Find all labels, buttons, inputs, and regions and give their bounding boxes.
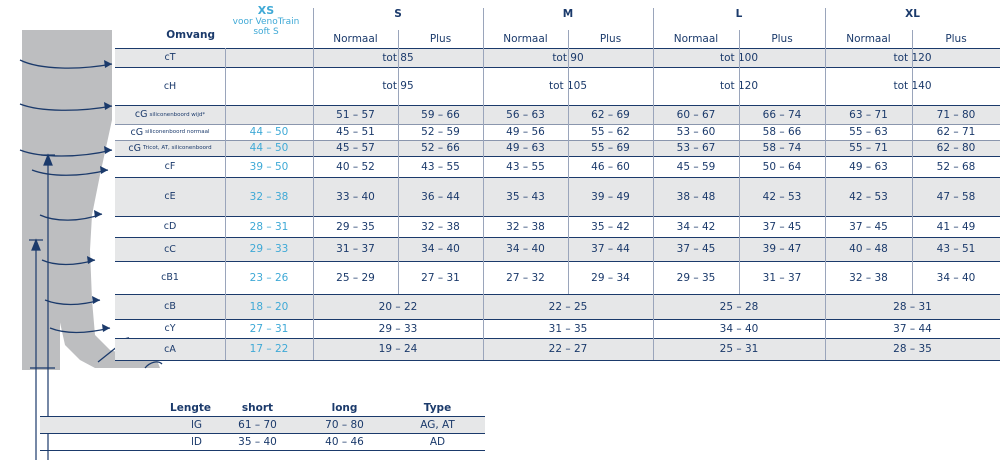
size-row-cf: [115, 156, 1000, 177]
row-label: [115, 156, 225, 177]
size-value: 37 – 45: [676, 243, 716, 255]
size-value: 62 – 80: [936, 142, 976, 154]
sub-header-normaal: Normaal: [846, 33, 891, 45]
size-value: 51 – 57: [336, 108, 375, 121]
row-label-text: cB: [164, 301, 176, 312]
column-divider: [653, 8, 654, 360]
size-row-cg: [115, 140, 1000, 156]
row-divider: [115, 338, 1000, 339]
xs-value: 44 – 50: [249, 142, 289, 154]
size-value: 39 – 47: [762, 243, 802, 255]
row-divider: [115, 140, 1000, 141]
size-value: 55 – 69: [591, 142, 630, 154]
xs-value: [225, 67, 313, 105]
size-value-merged: tot 120: [719, 80, 759, 92]
xs-header-sub1: voor VenoTrain: [232, 17, 300, 27]
short-header: short: [241, 402, 274, 414]
size-value: 34 – 40: [506, 243, 545, 255]
size-row-cg: [115, 124, 1000, 140]
size-value: 62 – 69: [591, 108, 630, 121]
size-value: 35 – 42: [591, 220, 630, 233]
size-value: 40 – 48: [849, 243, 888, 255]
size-value: 34 – 40: [936, 271, 976, 284]
length-divider: [40, 416, 485, 417]
size-value: 35 – 43: [506, 190, 545, 203]
length-table-header: [40, 400, 485, 416]
length-row-label: lG: [190, 418, 202, 431]
row-label-text: cF: [164, 161, 176, 172]
size-value-merged: tot 120: [893, 51, 932, 64]
size-value: 34 – 42: [676, 220, 716, 233]
sub-column-divider: [912, 30, 913, 294]
xs-value: [225, 48, 313, 67]
row-label: [115, 48, 225, 67]
column-divider: [313, 8, 314, 360]
row-label-text: cG: [134, 109, 148, 120]
length-row-lg: [40, 416, 485, 433]
sub-header-normaal: Normaal: [673, 33, 719, 45]
size-value: 47 – 58: [936, 190, 976, 203]
length-row-ld: [40, 433, 485, 450]
row-label: [115, 177, 225, 216]
sub-header-plus: Plus: [599, 33, 622, 45]
size-value: 39 – 49: [591, 190, 630, 203]
size-value: 31 – 37: [336, 243, 375, 255]
size-value: 43 – 55: [421, 160, 460, 173]
sub-header-plus: Plus: [945, 33, 967, 45]
size-row-ce: [115, 177, 1000, 216]
xs-value: 18 – 20: [249, 300, 289, 313]
size-header-l: L: [735, 8, 743, 20]
size-row-cb: [115, 294, 1000, 319]
row-divider: [115, 177, 1000, 178]
size-value-merged: 22 – 27: [548, 343, 588, 355]
size-value-merged: 28 – 31: [893, 300, 932, 313]
size-value: 37 – 45: [849, 220, 888, 233]
row-divider: [115, 319, 1000, 320]
size-value: 32 – 38: [849, 271, 888, 284]
size-value: 25 – 29: [336, 271, 375, 284]
size-value: 50 – 64: [762, 160, 802, 173]
row-label: [115, 216, 225, 237]
row-label: [115, 261, 225, 294]
size-row-cg: [115, 105, 1000, 124]
size-value-merged: tot 105: [548, 80, 588, 92]
row-divider: [115, 67, 1000, 68]
length-type-value: AD: [429, 435, 446, 448]
long-header: long: [331, 402, 358, 414]
row-label-text: cT: [164, 52, 176, 63]
xs-value: 23 – 26: [249, 271, 289, 284]
xs-header-sub2: soft S: [253, 27, 279, 37]
length-long-value: 40 – 46: [325, 435, 364, 448]
sub-column-divider: [568, 30, 569, 294]
size-value: 45 – 59: [676, 160, 716, 173]
size-value-merged: 19 – 24: [378, 343, 418, 355]
size-value: 29 – 34: [591, 271, 630, 284]
omvang-header: Omvang: [166, 29, 215, 41]
size-value: 29 – 35: [676, 271, 716, 284]
size-value-merged: tot 100: [719, 51, 759, 64]
row-divider: [115, 360, 1000, 361]
row-label-text: cG: [130, 126, 144, 138]
size-value: 60 – 67: [676, 108, 716, 121]
size-value-merged: 37 – 44: [893, 322, 932, 335]
xs-value: 29 – 33: [249, 243, 289, 255]
size-value: 29 – 35: [336, 220, 375, 233]
size-value: 63 – 71: [849, 108, 888, 121]
size-value-merged: 28 – 35: [893, 343, 932, 355]
sub-column-divider: [398, 30, 399, 294]
size-value-merged: 31 – 35: [548, 322, 588, 335]
size-value: 46 – 60: [591, 160, 630, 173]
sub-column-divider: [739, 30, 740, 294]
size-value: 45 – 51: [336, 126, 375, 138]
length-table: [40, 400, 485, 450]
length-divider: [40, 433, 485, 434]
size-value: 62 – 71: [936, 126, 976, 138]
length-long-value: 70 – 80: [325, 418, 364, 431]
size-row-cc: [115, 237, 1000, 261]
size-value: 36 – 44: [421, 190, 460, 203]
size-row-cb1: [115, 261, 1000, 294]
sub-header-normaal: Normaal: [333, 33, 378, 45]
type-header: Type: [423, 402, 452, 414]
row-label: [115, 237, 225, 261]
xs-value: [225, 105, 313, 124]
row-label: [115, 319, 225, 338]
xs-value: 44 – 50: [249, 126, 289, 138]
size-value: 53 – 67: [676, 142, 716, 154]
row-label: [115, 105, 225, 124]
size-value: 38 – 48: [676, 190, 716, 203]
length-divider: [40, 450, 485, 451]
size-value-merged: tot 95: [382, 80, 414, 92]
size-value: 52 – 59: [421, 126, 460, 138]
size-value: 27 – 31: [421, 271, 460, 284]
size-value: 32 – 38: [421, 220, 460, 233]
size-header-s: S: [394, 8, 402, 20]
row-label-text: cY: [164, 323, 176, 334]
size-value: 31 – 37: [762, 271, 802, 284]
size-table: [115, 0, 1000, 360]
size-value: 56 – 63: [506, 108, 545, 121]
row-label-text: cD: [163, 221, 177, 232]
sub-header-normaal: Normaal: [503, 33, 548, 45]
row-label: [115, 338, 225, 360]
size-value-merged: 25 – 31: [719, 343, 759, 355]
row-label-suffix: siliconenboord wijd*: [149, 111, 206, 118]
length-row-label: lD: [190, 435, 202, 448]
size-value: 37 – 44: [591, 243, 630, 255]
length-type-value: AG, AT: [420, 418, 455, 431]
row-label: [115, 140, 225, 156]
row-label-suffix: siliconenboord normaal: [145, 129, 210, 135]
size-value: 58 – 66: [762, 126, 802, 138]
size-value: 43 – 55: [506, 160, 545, 173]
size-value: 55 – 62: [591, 126, 630, 138]
size-value-merged: 34 – 40: [719, 322, 759, 335]
size-value: 53 – 60: [676, 126, 716, 138]
size-value: 41 – 49: [936, 220, 976, 233]
size-value-merged: 29 – 33: [378, 322, 418, 335]
xs-value: 28 – 31: [249, 220, 289, 233]
length-short-value: 35 – 40: [238, 435, 277, 448]
size-value: 49 – 56: [506, 126, 545, 138]
row-label-text: cB1: [161, 272, 179, 283]
size-value: 58 – 74: [762, 142, 802, 154]
row-label-text: cA: [164, 343, 176, 355]
size-value: 55 – 63: [849, 126, 888, 138]
xs-value: 39 – 50: [249, 160, 289, 173]
row-divider: [115, 48, 1000, 49]
size-row-ca: [115, 338, 1000, 360]
row-divider: [115, 156, 1000, 157]
sub-header-plus: Plus: [429, 33, 452, 45]
length-header: Lengte: [170, 402, 211, 414]
size-value: 40 – 52: [336, 160, 375, 173]
size-value: 42 – 53: [762, 190, 802, 203]
row-label-suffix: Tricot, AT, siliconenboord: [142, 145, 212, 151]
row-divider: [115, 124, 1000, 125]
column-divider: [825, 8, 826, 360]
row-label: [115, 67, 225, 105]
column-divider: [483, 8, 484, 360]
size-value: 37 – 45: [762, 220, 802, 233]
size-value: 32 – 38: [506, 220, 545, 233]
xs-value: 17 – 22: [249, 343, 289, 355]
xs-value: 27 – 31: [249, 322, 289, 335]
row-divider: [115, 237, 1000, 238]
row-label: [115, 294, 225, 319]
row-label-text: cE: [164, 191, 176, 202]
size-value: 45 – 57: [336, 142, 375, 154]
size-value: 55 – 71: [849, 142, 888, 154]
sub-header-plus: Plus: [771, 33, 793, 45]
size-value: 42 – 53: [849, 190, 888, 203]
size-table-header: [115, 0, 1000, 48]
size-row-ct: [115, 48, 1000, 67]
row-label: [115, 124, 225, 140]
size-value-merged: tot 85: [382, 51, 414, 64]
size-value-merged: tot 140: [893, 80, 932, 92]
size-row-cd: [115, 216, 1000, 237]
size-value-merged: 22 – 25: [548, 300, 588, 313]
row-label-text: cC: [164, 243, 176, 255]
size-value: 27 – 32: [506, 271, 545, 284]
column-divider: [225, 48, 226, 360]
size-value: 71 – 80: [936, 108, 976, 121]
size-value-merged: 25 – 28: [719, 300, 759, 313]
row-divider: [115, 216, 1000, 217]
size-value: 49 – 63: [849, 160, 888, 173]
size-value: 43 – 51: [936, 243, 976, 255]
row-divider: [115, 261, 1000, 262]
xs-header: [225, 0, 307, 48]
size-value: 66 – 74: [762, 108, 802, 121]
size-row-ch: [115, 67, 1000, 105]
size-value: 52 – 68: [936, 160, 976, 173]
row-divider: [115, 294, 1000, 295]
size-value: 33 – 40: [336, 190, 375, 203]
row-label-text: cG: [128, 142, 141, 154]
size-value-merged: 20 – 22: [378, 300, 418, 313]
xs-value: 32 – 38: [249, 190, 289, 203]
xs-header-label: XS: [257, 4, 275, 17]
size-header-m: M: [562, 8, 574, 20]
row-label-text: cH: [163, 80, 177, 92]
size-value: 52 – 66: [421, 142, 460, 154]
row-divider: [115, 105, 1000, 106]
size-value: 49 – 63: [506, 142, 545, 154]
size-value-merged: tot 90: [552, 51, 584, 64]
size-value: 34 – 40: [421, 243, 460, 255]
size-header-xl: XL: [905, 8, 920, 20]
length-short-value: 61 – 70: [238, 418, 277, 431]
size-value: 59 – 66: [421, 108, 460, 121]
size-row-cy: [115, 319, 1000, 338]
